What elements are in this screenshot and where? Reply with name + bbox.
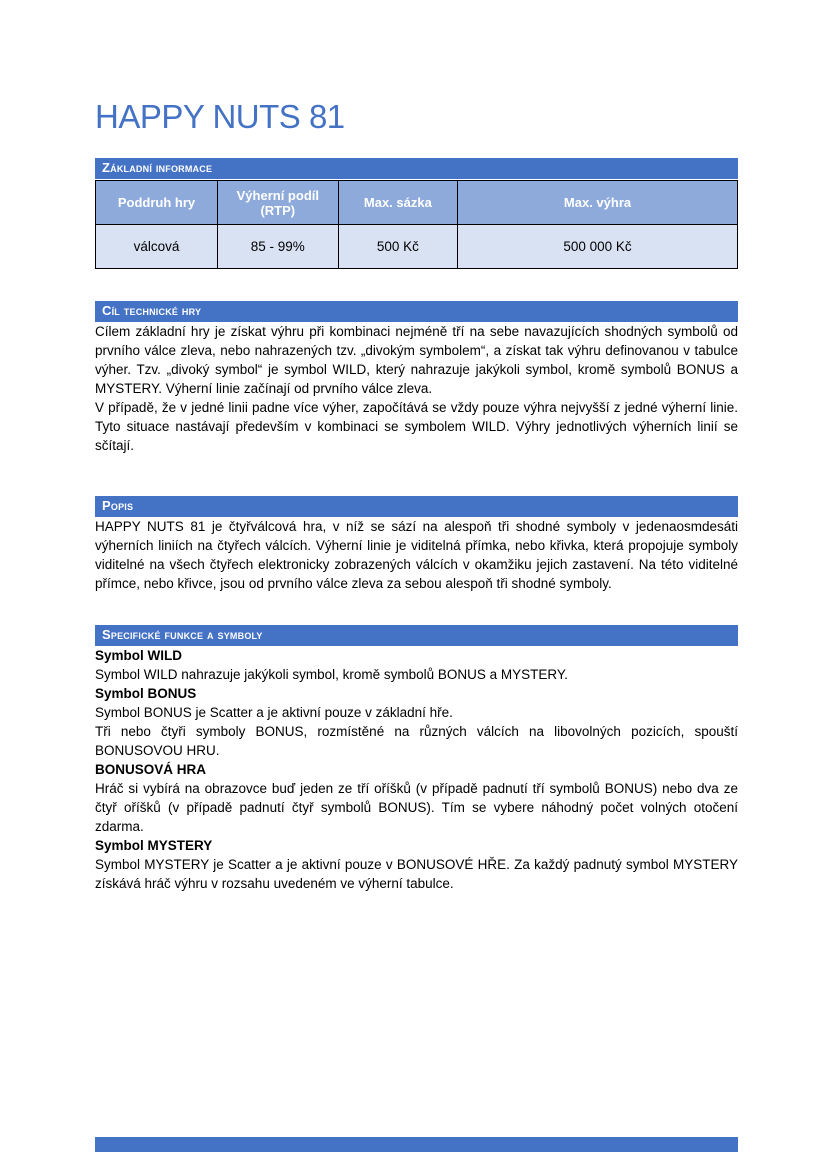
bonus-game-text: Hráč si vybírá na obrazovce buď jeden ze tří oříšků (v případě padnutí tří symbolů BONUS) nebo dva ze čtyř oříšků (v případě padnutí čtyř symbolů BONUS). Tím se vybere náhodný počet volných otočení zdarma. [95,781,738,834]
table-cell-subtype: válcová [96,225,218,269]
basic-info-table [95,180,738,269]
symbol-wild-heading: Symbol WILD [95,648,182,663]
page-title: HAPPY NUTS 81 [95,98,345,135]
section-bar-features [95,625,738,646]
section-bar-goal [95,301,738,322]
symbol-wild-text: Symbol WILD nahrazuje jakýkoli symbol, kromě symbolů BONUS a MYSTERY. [95,667,568,682]
next-section-header-bar [95,1137,738,1152]
table-header-max-bet: Max. sázka [338,181,457,225]
symbol-bonus-text-2: Tři nebo čtyři symboly BONUS, rozmístěné na různých válcích na libovolných pozicích, spouští BONUSOVOU HRU. [95,724,738,758]
symbol-mystery-text: Symbol MYSTERY je Scatter a je aktivní pouze v BONUSOVÉ HŘE. Za každý padnutý symbol MYSTERY získává hráč výhru v rozsahu uvedeném ve výherní tabulce. [95,857,738,891]
table-header-rtp: Výherní podíl (RTP) [217,181,338,225]
bonus-game-heading: BONUSOVÁ HRA [95,762,207,777]
section-bar-basic-info [95,158,738,179]
table-cell-max-win: 500 000 Kč [458,225,738,269]
section-heading-goal: Cíl technické hry [102,303,202,318]
section-bar-description [95,496,738,517]
goal-paragraph-2: V případě, že v jedné linii padne více výher, započítává se vždy pouze výhra nejvyšší z jedné výherní linie. Tyto situace nastávají především v kombinaci se symbolem WILD. Výhry jednotlivých výherních linií se sčítají. [95,400,738,453]
table-header-max-win: Max. výhra [458,181,738,225]
symbol-mystery-heading: Symbol MYSTERY [95,838,213,853]
symbol-bonus-text-1: Symbol BONUS je Scatter a je aktivní pouze v základní hře. [95,705,453,720]
table-cell-max-bet: 500 Kč [338,225,457,269]
table-header-row [96,181,738,225]
symbol-bonus-heading: Symbol BONUS [95,686,197,701]
goal-paragraph-1: Cílem základní hry je získat výhru při kombinaci nejméně tří na sebe navazujících shodných symbolů od prvního válce zleva, nebo nahrazených tzv. „divokým symbolem“, a získat tak výhru definovanou v tabulce výher. Tzv. „divoký symbol“ je symbol WILD, který nahrazuje jakýkoli symbol, kromě symbolů BONUS a MYSTERY. Výherní linie začínají od prvního válce zleva. [95,324,738,396]
section-heading-features: Specifické funkce a symboly [102,627,263,642]
page-content [95,0,738,893]
table-header-subtype: Poddruh hry [96,181,218,225]
table-cell-rtp: 85 - 99% [217,225,338,269]
section-heading-basic-info: Základní informace [102,160,213,175]
table-row [96,225,738,269]
description-paragraph: HAPPY NUTS 81 je čtyřválcová hra, v níž se sází na alespoň tři shodné symboly v jedenaosmdesáti výherních liniích na čtyřech válcích. Výherní linie je viditelná přímka, nebo křivka, která propojuje symboly viditelné na všech čtyřech elektronicky zobrazených válcích v okamžiku jejich zastavení. Na této viditelné přímce, nebo křivce, jsou od prvního válce zleva za sebou alespoň tři shodné symboly. [95,519,738,591]
section-heading-description: Popis [102,498,134,513]
